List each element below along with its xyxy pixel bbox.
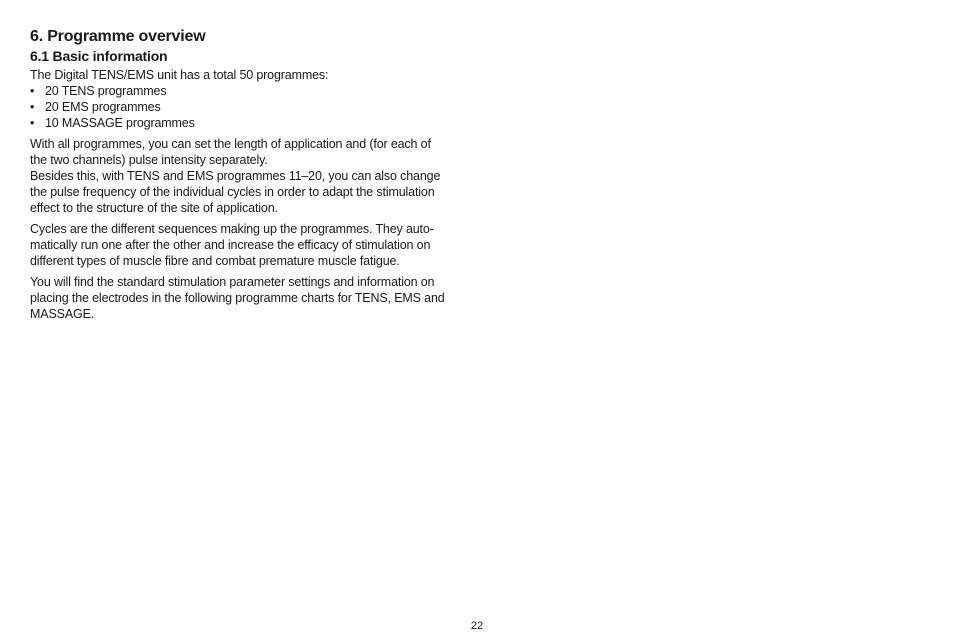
paragraph-settings — [30, 136, 475, 216]
intro-text: The Digital TENS/EMS unit has a total 50 programmes: — [30, 68, 329, 82]
paragraph-cycles — [30, 221, 475, 269]
text-line: the pulse frequency of the individual cycles in order to adapt the stimulation — [30, 185, 435, 199]
text-line: With all programmes, you can set the length of application and (for each of — [30, 137, 431, 151]
text-line: You will find the standard stimulation parameter settings and information on — [30, 275, 435, 289]
page-number: 22 — [470, 620, 484, 632]
text-line: the two channels) pulse intensity separately. — [30, 153, 268, 167]
text-line: placing the electrodes in the following programme charts for TENS, EMS and — [30, 291, 445, 305]
bullet-icon: • — [30, 116, 35, 130]
text-line: Cycles are the different sequences making up the programmes. They auto- — [30, 222, 434, 236]
list-item-text: 20 TENS programmes — [45, 84, 167, 98]
subsection-heading: 6.1 Basic information — [30, 48, 168, 64]
text-line: effect to the structure of the site of application. — [30, 201, 278, 215]
paragraph-charts — [30, 274, 475, 322]
bullet-icon: • — [30, 84, 35, 98]
list-item-text: 10 MASSAGE programmes — [45, 116, 195, 130]
list-item — [30, 83, 475, 99]
programme-list — [30, 83, 475, 131]
section-heading: 6. Programme overview — [30, 28, 206, 45]
text-line: different types of muscle fibre and combat premature muscle fatigue. — [30, 254, 400, 268]
text-line: Besides this, with TENS and EMS programmes 11–20, you can also change — [30, 169, 441, 183]
list-item — [30, 115, 475, 131]
text-line: matically run one after the other and increase the efficacy of stimulation on — [30, 238, 431, 252]
page-content — [30, 27, 475, 322]
list-item — [30, 99, 475, 115]
text-line: MASSAGE. — [30, 307, 95, 321]
list-item-text: 20 EMS programmes — [45, 100, 161, 114]
bullet-icon: • — [30, 100, 35, 114]
